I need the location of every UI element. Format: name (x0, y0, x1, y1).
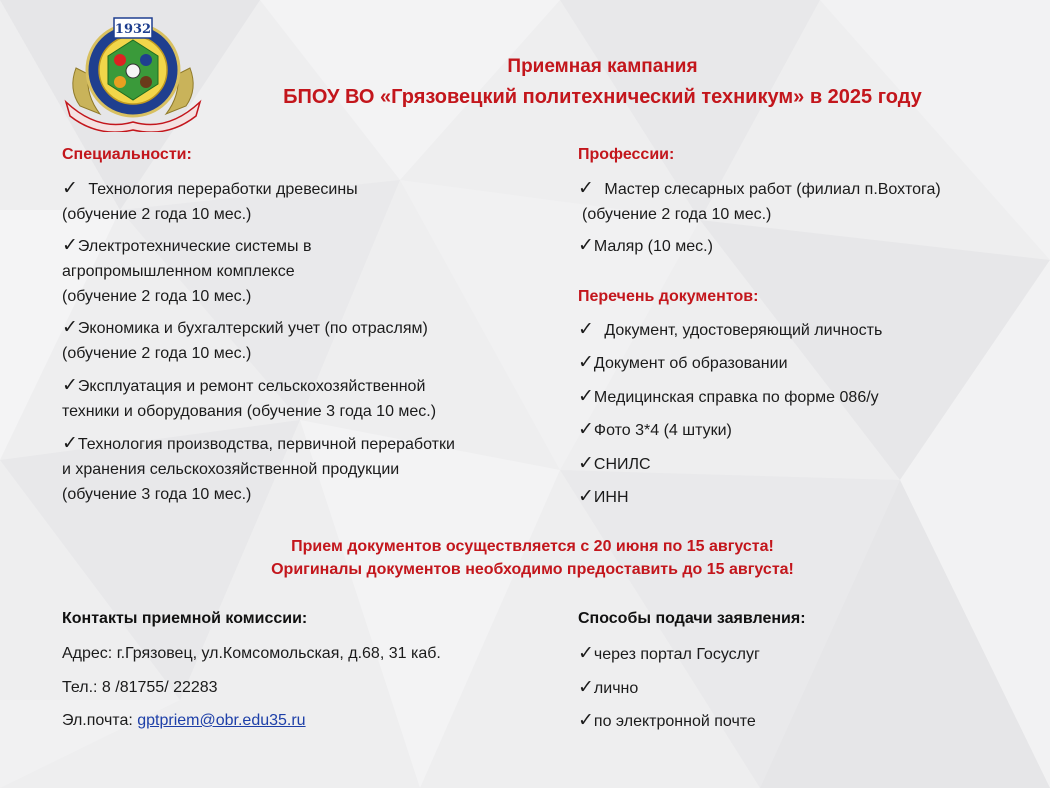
contact-address: Адрес: г.Грязовец, ул.Комсомольская, д.68, 31 каб. (62, 645, 441, 662)
document-item: ✓Документ об образовании (578, 352, 788, 373)
method-item: ✓по электронной почте (578, 710, 756, 731)
specialty-item: ✓ Технология переработки древесины (обучение 2 года 10 мес.) (62, 178, 358, 223)
contacts-heading: Контакты приемной комиссии: (62, 610, 308, 627)
email-label: Эл.почта: (62, 712, 138, 729)
professions-heading: Профессии: (578, 146, 675, 163)
documents-heading: Перечень документов: (578, 288, 759, 305)
check-icon: ✓ (578, 710, 594, 731)
check-icon: ✓ (578, 677, 594, 698)
logo-year: 1932 (114, 22, 152, 37)
notice-line-1: Прием документов осуществляется с 20 июня по 15 августа! (291, 538, 774, 555)
check-icon: ✓ (578, 319, 594, 340)
deadline-notice (150, 535, 915, 581)
check-icon: ✓ (578, 486, 594, 507)
profession-item: ✓ Мастер слесарных работ (филиал п.Вохтога) (обучение 2 года 10 мес.) (578, 178, 941, 223)
contact-phone: Тел.: 8 /81755/ 22283 (62, 679, 218, 696)
specialty-item: ✓Технология производства, первичной переработки и хранения сельскохозяйственной продукции (обучение 3 года 10 мес.) (62, 433, 455, 503)
notice-line-2: Оригиналы документов необходимо предоставить до 15 августа! (271, 561, 794, 578)
document-item: ✓Фото 3*4 (4 штуки) (578, 419, 732, 440)
check-icon: ✓ (578, 352, 594, 373)
method-item: ✓через портал Госуслуг (578, 643, 760, 664)
specialty-item: ✓Эксплуатация и ремонт сельскохозяйственной техники и оборудования (обучение 3 года 10 мес.) (62, 375, 437, 420)
check-icon: ✓ (62, 178, 78, 199)
document-item: ✓ Документ, удостоверяющий личность (578, 319, 883, 340)
check-icon: ✓ (62, 317, 78, 338)
title-line-1: Приемная кампания (507, 56, 698, 77)
method-item: ✓лично (578, 677, 639, 698)
contact-email-row (62, 708, 306, 733)
check-icon: ✓ (578, 178, 594, 199)
check-icon: ✓ (62, 433, 78, 454)
document-item: ✓ИНН (578, 486, 629, 507)
profession-item: ✓Маляр (10 мес.) (578, 235, 713, 256)
college-emblem-logo (58, 14, 208, 132)
check-icon: ✓ (578, 235, 594, 256)
check-icon: ✓ (62, 235, 78, 256)
check-icon: ✓ (62, 375, 78, 396)
page-title (230, 52, 975, 112)
check-icon: ✓ (578, 453, 594, 474)
document-item: ✓Медицинская справка по форме 086/у (578, 386, 879, 407)
specialty-item: ✓Экономика и бухгалтерский учет (по отраслям) (обучение 2 года 10 мес.) (62, 317, 428, 362)
methods-heading: Способы подачи заявления: (578, 610, 806, 627)
check-icon: ✓ (578, 643, 594, 664)
email-link[interactable]: gptpriem@obr.edu35.ru (137, 712, 306, 729)
title-line-2: БПОУ ВО «Грязовецкий политехнический техникум» в 2025 году (283, 86, 922, 108)
specialty-item: ✓Электротехнические системы в агропромышленном комплексе (обучение 2 года 10 мес.) (62, 235, 312, 305)
check-icon: ✓ (578, 386, 594, 407)
specialties-heading: Специальности: (62, 146, 192, 163)
check-icon: ✓ (578, 419, 594, 440)
document-item: ✓СНИЛС (578, 453, 651, 474)
